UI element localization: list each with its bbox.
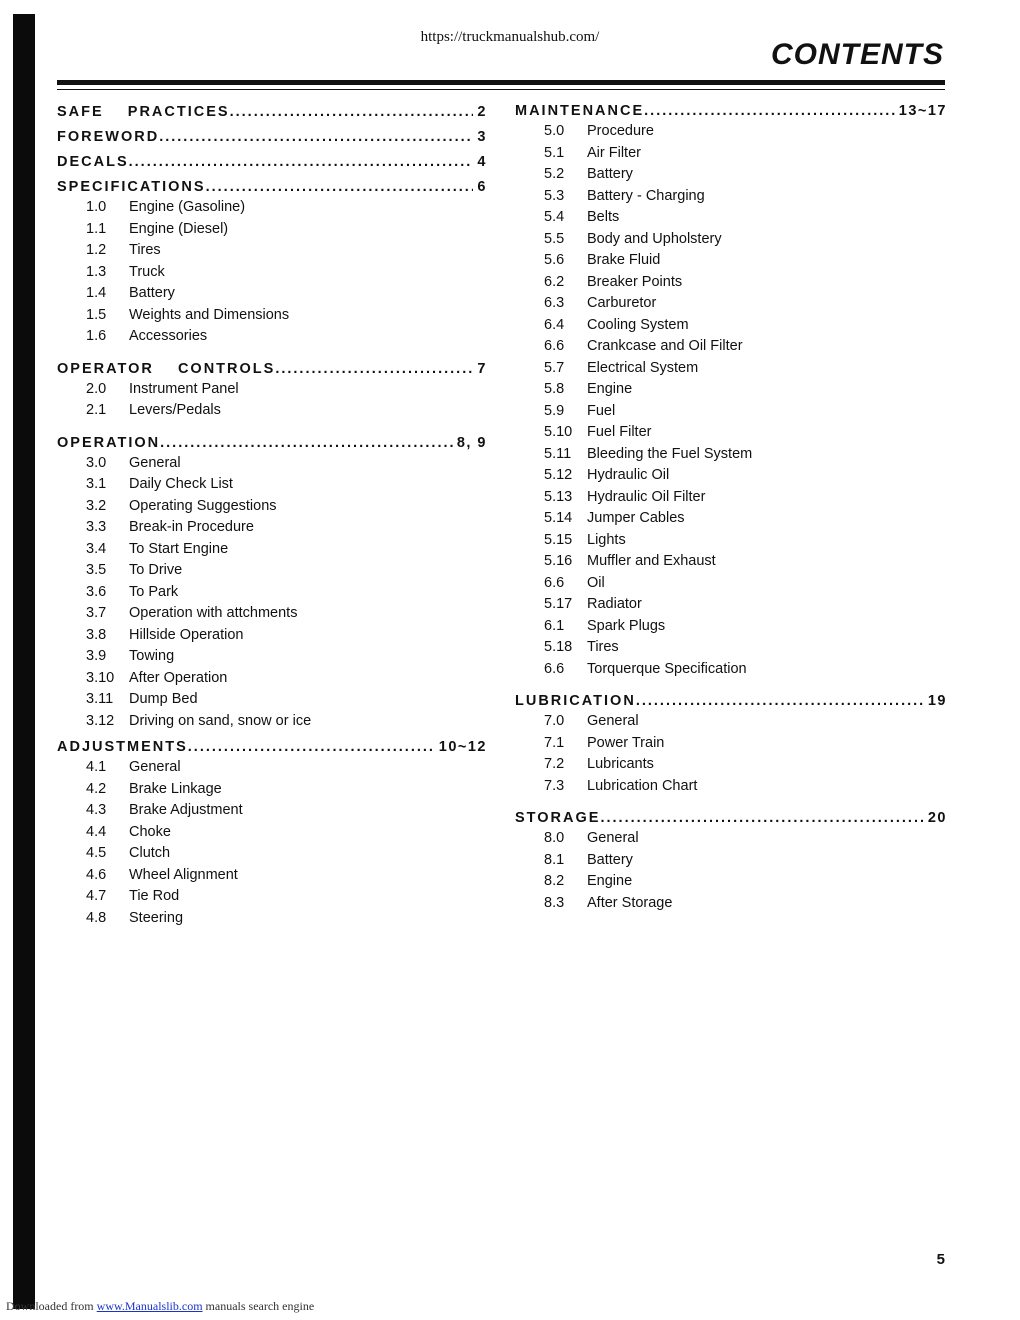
toc-entry[interactable]	[57, 474, 487, 496]
footer-link[interactable]: www.Manualslib.com	[96, 1299, 203, 1313]
entry-number: 5.13	[544, 488, 573, 505]
entry-number: 1.4	[86, 285, 107, 301]
toc-entry[interactable]	[515, 487, 947, 509]
toc-entry[interactable]	[515, 250, 947, 272]
entry-label: Radiator	[587, 596, 642, 612]
entry-number: 5.3	[544, 187, 565, 204]
entry-label: Breaker Points	[587, 273, 683, 290]
dot-leader	[160, 433, 453, 453]
entry-label: Lights	[587, 531, 626, 548]
section-page-number: 8, 9	[456, 434, 487, 451]
entry-number: 6.3	[544, 295, 565, 311]
entry-number: 6.6	[544, 574, 565, 591]
entry-label: Brake Adjustment	[129, 802, 243, 818]
entry-label: Hydraulic Oil Filter	[587, 488, 706, 505]
entry-number: 3.5	[86, 562, 107, 578]
entry-label: Driving on sand, snow or ice	[129, 712, 312, 729]
toc-entry[interactable]	[57, 560, 487, 582]
toc-entry[interactable]	[57, 800, 487, 822]
entry-number: 8.0	[544, 830, 565, 846]
toc-section-heading[interactable]	[57, 127, 487, 147]
toc-entry[interactable]	[57, 886, 487, 908]
entry-number: 5.5	[544, 230, 565, 247]
dot-leader	[206, 177, 474, 197]
toc-entry[interactable]	[57, 689, 487, 711]
entry-label: Break-in Procedure	[129, 519, 254, 535]
section-gap	[57, 348, 487, 359]
entry-label: Electrical System	[587, 359, 699, 376]
page-title: CONTENTS	[771, 38, 944, 71]
toc-section-heading[interactable]	[57, 359, 487, 379]
entry-number: 6.2	[544, 273, 565, 290]
toc-entry[interactable]	[515, 828, 947, 850]
entry-label: Weights and Dimensions	[129, 306, 290, 323]
toc-section-heading[interactable]	[515, 691, 947, 711]
entry-label: Daily Check List	[129, 476, 233, 492]
entry-label: General	[587, 713, 639, 729]
toc-entry[interactable]	[57, 822, 487, 844]
section-gap	[57, 422, 487, 433]
section-title: ADJUSTMENTS	[57, 739, 188, 755]
section-title: MAINTENANCE	[515, 103, 645, 119]
toc-entry[interactable]	[57, 197, 487, 219]
footer-suffix: manuals search engine	[205, 1299, 315, 1313]
entry-number: 4.7	[86, 888, 107, 904]
toc-section	[57, 737, 487, 929]
toc-entry[interactable]	[57, 517, 487, 539]
entry-number: 3.1	[86, 476, 107, 492]
toc-entry[interactable]	[57, 219, 487, 241]
toc-entry[interactable]	[515, 733, 947, 755]
source-url: https://truckmanualshub.com/	[420, 29, 600, 45]
dot-leader	[600, 808, 923, 828]
entry-number: 3.6	[86, 583, 107, 600]
dot-leader	[644, 101, 895, 121]
entry-number: 1.0	[86, 199, 107, 215]
toc-entry[interactable]	[57, 711, 487, 733]
entry-label: Fuel	[587, 402, 616, 419]
toc-left-column	[57, 102, 487, 929]
dot-leader	[636, 691, 924, 711]
entry-label: After Storage	[587, 894, 673, 911]
entry-number: 5.7	[544, 359, 565, 376]
download-footer	[6, 1299, 314, 1314]
entry-label: Power Train	[587, 734, 665, 751]
entry-number: 7.0	[544, 713, 565, 729]
toc-entry[interactable]	[57, 283, 487, 305]
entry-label: Clutch	[129, 845, 171, 861]
dot-leader	[188, 737, 435, 757]
entry-number: 5.10	[544, 424, 573, 440]
toc-entry[interactable]	[57, 779, 487, 801]
entry-label: Cooling System	[587, 316, 689, 333]
entry-number: 4.6	[86, 866, 107, 883]
toc-entry[interactable]	[515, 659, 947, 681]
section-page-number: 6	[477, 179, 487, 195]
section-page-number: 4	[477, 154, 487, 170]
toc-entry[interactable]	[515, 272, 947, 294]
entry-number: 7.3	[544, 777, 565, 794]
toc-entry[interactable]	[515, 401, 947, 423]
entry-number: 4.3	[86, 802, 107, 818]
entry-number: 5.15	[544, 531, 573, 548]
toc-section-heading[interactable]	[515, 101, 947, 121]
toc-entry[interactable]	[515, 379, 947, 401]
entry-number: 1.2	[86, 242, 107, 258]
toc-entry[interactable]	[515, 616, 947, 638]
entry-label: Hydraulic Oil	[587, 467, 670, 483]
entry-label: Fuel Filter	[587, 424, 652, 440]
section-page-number: 10~12	[438, 739, 487, 755]
section-title: LUBRICATION	[515, 693, 636, 709]
entry-number: 8.1	[544, 851, 565, 868]
section-page-number: 2	[477, 104, 487, 120]
entry-label: Tie Rod	[129, 888, 180, 904]
entry-number: 5.12	[544, 467, 573, 483]
entry-number: 5.14	[544, 510, 573, 526]
entry-number: 5.0	[544, 123, 565, 139]
title-rule-thin	[57, 89, 945, 90]
entry-number: 1.1	[86, 220, 107, 237]
entry-number: 3.4	[86, 540, 107, 557]
toc-section	[57, 177, 487, 348]
toc-entry[interactable]	[515, 422, 947, 444]
footer-prefix: Downloaded from	[6, 1299, 94, 1313]
entry-number: 5.1	[544, 144, 565, 161]
toc-entry[interactable]	[515, 207, 947, 229]
toc-section-heading[interactable]	[57, 433, 487, 453]
entry-label: After Operation	[129, 669, 228, 686]
toc-entry[interactable]	[515, 893, 947, 915]
entry-label: Torquerque Specification	[587, 660, 747, 677]
entry-label: Battery	[587, 851, 633, 868]
section-page-number: 7	[477, 360, 487, 377]
entry-number: 3.3	[86, 519, 107, 535]
entry-label: Tires	[587, 639, 619, 655]
toc-right-column	[515, 101, 947, 914]
toc-entry[interactable]	[57, 603, 487, 625]
entry-label: Battery - Charging	[587, 187, 705, 204]
entry-label: To Park	[129, 583, 179, 600]
entry-number: 3.2	[86, 497, 107, 514]
entry-label: General	[129, 454, 181, 471]
entry-number: 1.3	[86, 263, 107, 280]
section-gap	[515, 797, 947, 808]
entry-label: Dump Bed	[129, 691, 198, 707]
entry-label: General	[129, 759, 181, 775]
toc-entry[interactable]	[515, 711, 947, 733]
entry-number: 5.9	[544, 402, 565, 419]
toc-entry[interactable]	[515, 121, 947, 143]
entry-number: 2.0	[86, 380, 107, 397]
entry-label: Engine	[587, 381, 633, 397]
toc-section	[57, 152, 487, 172]
dot-leader	[129, 152, 474, 172]
entry-number: 4.8	[86, 909, 107, 926]
toc-entry[interactable]	[57, 843, 487, 865]
title-rule-thick	[57, 80, 945, 85]
toc-entry[interactable]	[515, 229, 947, 251]
entry-label: Operating Suggestions	[129, 497, 277, 514]
section-title: FOREWORD	[57, 129, 160, 145]
entry-label: Brake Linkage	[129, 780, 222, 797]
entry-number: 4.4	[86, 823, 107, 840]
toc-entry[interactable]	[515, 315, 947, 337]
entry-label: Engine (Diesel)	[129, 220, 229, 237]
entry-label: Tires	[129, 242, 161, 258]
toc-section-heading[interactable]	[57, 177, 487, 197]
entry-number: 5.16	[544, 553, 573, 569]
entry-label: Crankcase and Oil Filter	[587, 338, 743, 354]
section-title: OPERATION	[57, 434, 161, 451]
toc-entry[interactable]	[515, 293, 947, 315]
entry-label: Steering	[129, 909, 184, 926]
entry-label: Operation with attchments	[129, 605, 298, 621]
toc-entry[interactable]	[57, 262, 487, 284]
toc-entry[interactable]	[57, 453, 487, 475]
section-gap	[515, 680, 947, 691]
entry-number: 1.5	[86, 306, 107, 323]
toc-entry[interactable]	[515, 573, 947, 595]
entry-label: Towing	[129, 648, 175, 664]
entry-number: 6.6	[544, 338, 565, 354]
entry-number: 6.6	[544, 660, 565, 677]
toc-section	[57, 359, 487, 422]
entry-label: Engine (Gasoline)	[129, 199, 246, 215]
toc-entry[interactable]	[515, 530, 947, 552]
entry-label: Engine	[587, 873, 633, 889]
toc-entry[interactable]	[57, 539, 487, 561]
toc-section-heading[interactable]	[515, 808, 947, 828]
entry-number: 6.1	[544, 617, 565, 634]
entry-label: Battery	[129, 285, 175, 301]
entry-number: 5.6	[544, 252, 565, 268]
entry-number: 1.6	[86, 328, 107, 344]
entry-label: Procedure	[587, 123, 654, 139]
toc-entry[interactable]	[515, 444, 947, 466]
entry-label: General	[587, 830, 639, 846]
scan-edge-bar	[13, 14, 35, 1309]
entry-number: 5.11	[544, 445, 572, 462]
entry-label: Spark Plugs	[587, 617, 666, 634]
entry-label: Brake Fluid	[587, 252, 661, 268]
section-page-number: 20	[927, 810, 947, 826]
entry-number: 8.3	[544, 894, 565, 911]
toc-entry[interactable]	[57, 400, 487, 422]
toc-entry[interactable]	[57, 757, 487, 779]
entry-label: Muffler and Exhaust	[587, 553, 716, 569]
toc-entry[interactable]	[57, 625, 487, 647]
entry-label: Lubrication Chart	[587, 777, 698, 794]
toc-entry[interactable]	[57, 908, 487, 930]
toc-entry[interactable]	[57, 582, 487, 604]
toc-entry[interactable]	[515, 358, 947, 380]
entry-number: 5.17	[544, 596, 573, 612]
toc-entry[interactable]	[515, 871, 947, 893]
toc-entry[interactable]	[515, 850, 947, 872]
section-title: DECALS	[57, 154, 129, 170]
entry-number: 7.2	[544, 756, 565, 772]
toc-entry[interactable]	[515, 594, 947, 616]
entry-number: 3.12	[86, 712, 115, 729]
entry-label: Belts	[587, 209, 620, 225]
dot-leader	[159, 127, 473, 147]
toc-section	[515, 691, 947, 797]
toc-entry[interactable]	[57, 646, 487, 668]
entry-number: 3.10	[86, 669, 115, 686]
toc-entry[interactable]	[57, 305, 487, 327]
toc-entry[interactable]	[515, 186, 947, 208]
toc-entry[interactable]	[515, 465, 947, 487]
entry-number: 5.8	[544, 381, 565, 397]
entry-label: Carburetor	[587, 295, 657, 311]
section-page-number: 19	[927, 693, 947, 709]
entry-label: Oil	[587, 574, 605, 591]
dot-leader	[230, 102, 474, 122]
entry-label: To Drive	[129, 562, 183, 578]
entry-number: 5.18	[544, 639, 573, 655]
section-title: SAFE PRACTICES	[57, 104, 230, 120]
entry-label: Truck	[129, 263, 165, 280]
toc-section-heading[interactable]	[57, 737, 487, 757]
entry-number: 3.7	[86, 605, 107, 621]
toc-entry[interactable]	[515, 637, 947, 659]
entry-number: 3.9	[86, 648, 107, 664]
entry-number: 2.1	[86, 402, 107, 418]
entry-label: Jumper Cables	[587, 510, 685, 526]
entry-label: Accessories	[129, 328, 208, 344]
entry-number: 3.0	[86, 454, 107, 471]
entry-label: Body and Upholstery	[587, 230, 722, 247]
entry-label: Air Filter	[587, 144, 641, 161]
entry-label: Instrument Panel	[129, 380, 239, 397]
entry-label: Battery	[587, 166, 633, 182]
entry-label: Choke	[129, 823, 171, 840]
dot-leader	[275, 359, 473, 379]
toc-section-heading[interactable]	[57, 152, 487, 172]
toc-section	[515, 101, 947, 680]
entry-number: 4.1	[86, 759, 107, 775]
entry-number: 8.2	[544, 873, 565, 889]
toc-section	[515, 808, 947, 914]
toc-entry[interactable]	[515, 336, 947, 358]
section-title: SPECIFICATIONS	[57, 179, 206, 195]
toc-entry[interactable]	[515, 164, 947, 186]
entry-number: 4.2	[86, 780, 107, 797]
toc-section-heading[interactable]	[57, 102, 487, 122]
section-page-number: 13~17	[898, 103, 947, 119]
section-title: STORAGE	[515, 810, 601, 826]
toc-entry[interactable]	[57, 865, 487, 887]
entry-label: Bleeding the Fuel System	[587, 445, 753, 462]
section-page-number: 3	[477, 129, 487, 145]
toc-entry[interactable]	[515, 508, 947, 530]
entry-label: Hillside Operation	[129, 626, 244, 643]
section-title: OPERATOR CONTROLS	[57, 360, 276, 377]
toc-entry[interactable]	[57, 496, 487, 518]
entry-number: 6.4	[544, 316, 565, 333]
toc-entry[interactable]	[515, 143, 947, 165]
toc-entry[interactable]	[515, 754, 947, 776]
toc-entry[interactable]	[57, 326, 487, 348]
toc-entry[interactable]	[57, 240, 487, 262]
entry-number: 5.4	[544, 209, 565, 225]
entry-number: 3.11	[86, 691, 114, 707]
toc-section	[57, 102, 487, 122]
entry-number: 3.8	[86, 626, 107, 643]
page-number: 5	[936, 1251, 945, 1268]
toc-entry[interactable]	[57, 379, 487, 401]
toc-entry[interactable]	[515, 776, 947, 798]
entry-label: Levers/Pedals	[129, 402, 221, 418]
toc-section	[57, 127, 487, 147]
entry-label: Lubricants	[587, 756, 654, 772]
entry-label: To Start Engine	[129, 540, 229, 557]
toc-section	[57, 433, 487, 733]
entry-label: Wheel Alignment	[129, 866, 238, 883]
toc-entry[interactable]	[515, 551, 947, 573]
entry-number: 5.2	[544, 166, 565, 182]
toc-entry[interactable]	[57, 668, 487, 690]
entry-number: 4.5	[86, 845, 107, 861]
entry-number: 7.1	[544, 734, 565, 751]
